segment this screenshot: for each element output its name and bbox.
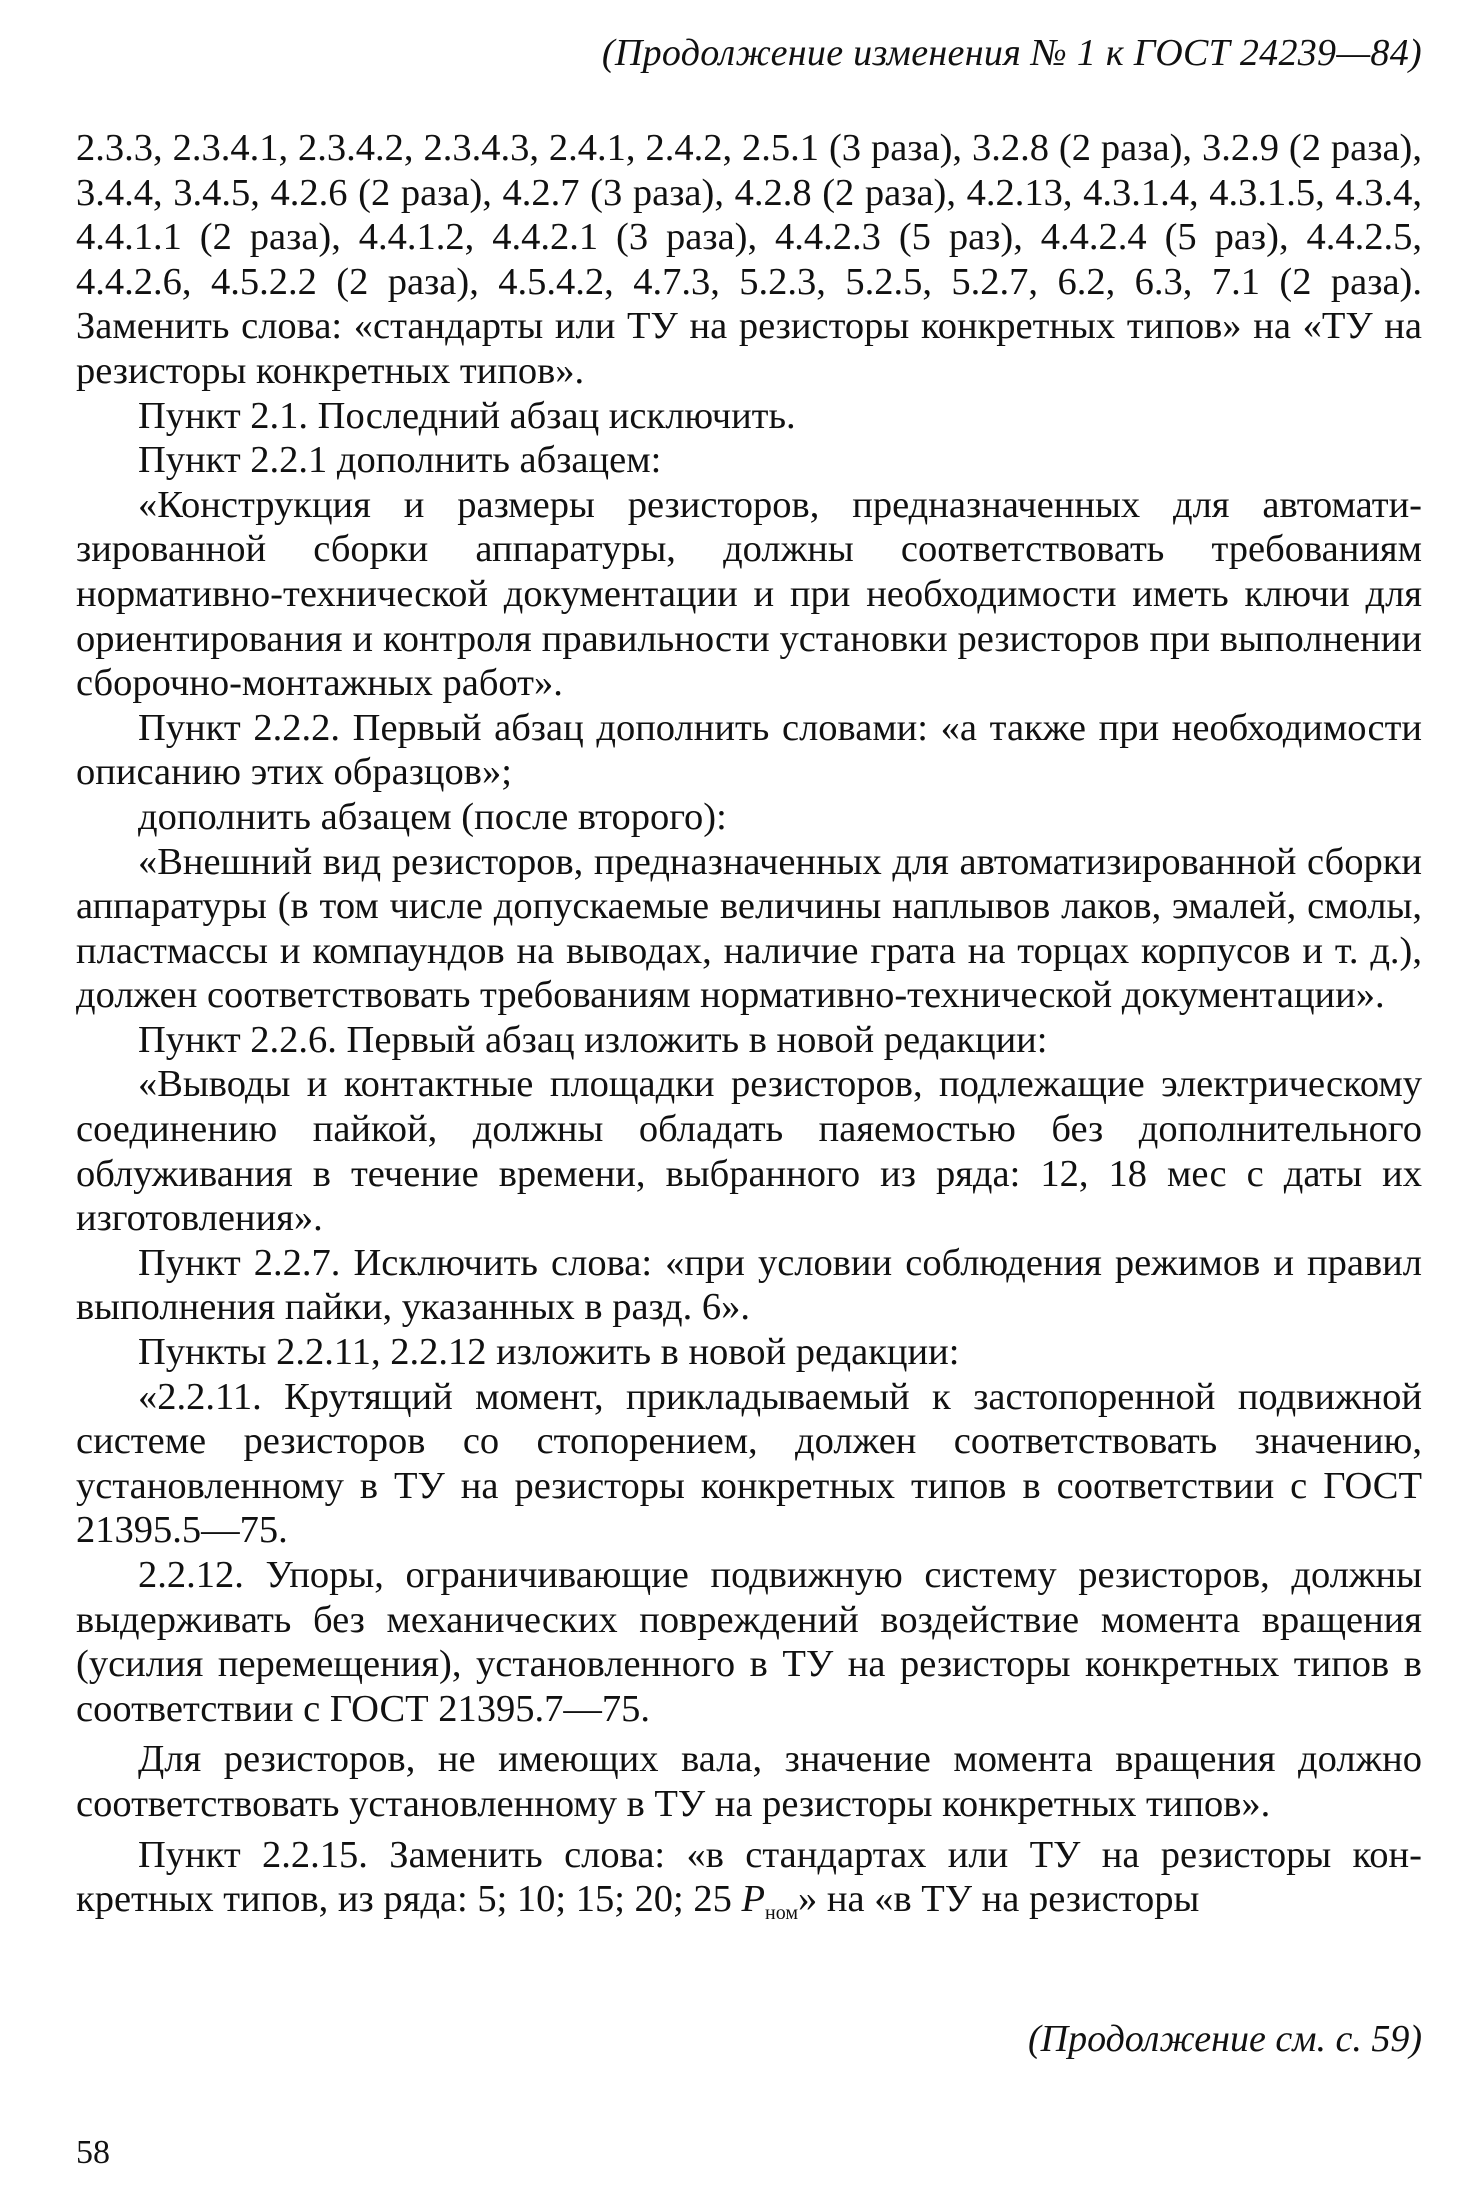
paragraph-shaftless-resistors: Для резисторов, не имеющих вала, значение момента вращения должно соответствовать установленному в ТУ на резисторы конкретных типов». [76,1738,1422,1825]
document-body [76,126,1422,1936]
paragraph-quote-2-2-11: «2.2.11. Крутящий момент, прикладываемый к застопоренной подвижной системе резисторов со стопорением, должен соответствовать значению, установленному в ТУ на резисторы конкретных типов в соответствии с ГОСТ 21395.5—75. [76,1375,1422,1552]
continuation-note: (Продолжение см. с. 59) [1027,2018,1422,2060]
paragraph-item-2-2-15-tail: » на «в ТУ на резисторы [798,1878,1200,1921]
paragraph-item-2-2-7: Пункт 2.2.7. Исключить слова: «при условии соблюдения режимов и правил выполнения пайки, указанных в разд. 6». [76,1241,1422,1329]
paragraph-item-2-2-15 [76,1833,1422,1936]
paragraph-replacement-list: 2.3.3, 2.3.4.1, 2.3.4.2, 2.3.4.3, 2.4.1, 2.4.2, 2.5.1 (3 раза), 3.2.8 (2 раза), 3.2.9 (2 раза), 3.4.4, 3.4.5, 4.2.6 (2 раза), 4.2.7 (3 раза), 4.2.8 (2 раза), 4.2.13, 4.3.1.4, 4.3.1.5, 4.3.4, 4.4.1.1 (2 раза), 4.4.1.2, 4.4.2.1 (3 раза), 4.4.2.3 (5 раз), 4.4.2.4 (5 раз), 4.4.2.5, 4.4.2.6, 4.5.2.2 (2 раза), 4.5.4.2, 4.7.3, 5.2.3, 5.2.5, 5.2.7, 6.2, 6.3, 7.1 (2 раза). Заменить слова: «стандарты или ТУ на резисторы конкретных типов» на «ТУ на резисторы конкретных типов». [76,127,1422,392]
power-symbol: P [741,1878,766,1921]
paragraph-item-2-2-1: Пункт 2.2.1 дополнить абзацем: [138,439,662,482]
paragraph-quote-construction: «Конструкция и размеры резисторов, предназначенных для автоматизированной сборки аппаратуры, должны соответствовать требованиям нормативно-технической документации и при необходимости иметь ключи для ориентирования и контроля правильности установки резисторов при выполнении сборочно-монтажных работ». [76,483,1422,705]
paragraph-item-2-1: Пункт 2.1. Последний абзац исключить. [138,394,796,437]
paragraph-item-2-2-15-text: Пункт 2.2.15. Заменить слова: «в стандартах или ТУ на резисторы конкретных типов, из ряда: 5; 10; 15; 20; 25 [76,1833,1422,1921]
paragraph-item-2-2-2: Пункт 2.2.2. Первый абзац дополнить словами: «а также при необходимости описанию этих образцов»; [76,706,1422,794]
page-number: 58 [76,2134,110,2171]
paragraph-item-2-2-6: Пункт 2.2.6. Первый абзац изложить в новой редакции: [138,1018,1048,1061]
paragraph-quote-2-2-12: 2.2.12. Упоры, ограничивающие подвижную систему резисторов, должны выдерживать без механических повреждений воздействие момента вращения (усилия перемещения), установленного в ТУ на резисторы конкретных типов в соответствии с ГОСТ 21395.7—75. [76,1554,1422,1730]
paragraph-supplement-note: дополнить абзацем (после второго): [138,795,727,838]
paragraph-items-2-2-11-12: Пункты 2.2.11, 2.2.12 изложить в новой редакции: [138,1331,960,1374]
paragraph-quote-appearance: «Внешний вид резисторов, предназначенных для автоматизированной сборки аппаратуры (в том числе допускаемые величины наплывов лаков, эмалей, смолы, пластмассы и компаундов на выводах, наличие грата на торцах корпусов и т. д.), должен соответствовать требованиям нормативно-технической документации». [76,840,1422,1017]
running-header: (Продолжение изменения № 1 к ГОСТ 24239—84) [601,32,1422,74]
power-subscript: ном [765,1902,798,1925]
paragraph-quote-solderability: «Выводы и контактные площадки резисторов, подлежащие электрическому соединению пайкой, должны обладать паяемостью без дополнительного облуживания в течение времени, выбранного из ряда: 12, 18 мес с даты их изготовления». [76,1063,1422,1240]
